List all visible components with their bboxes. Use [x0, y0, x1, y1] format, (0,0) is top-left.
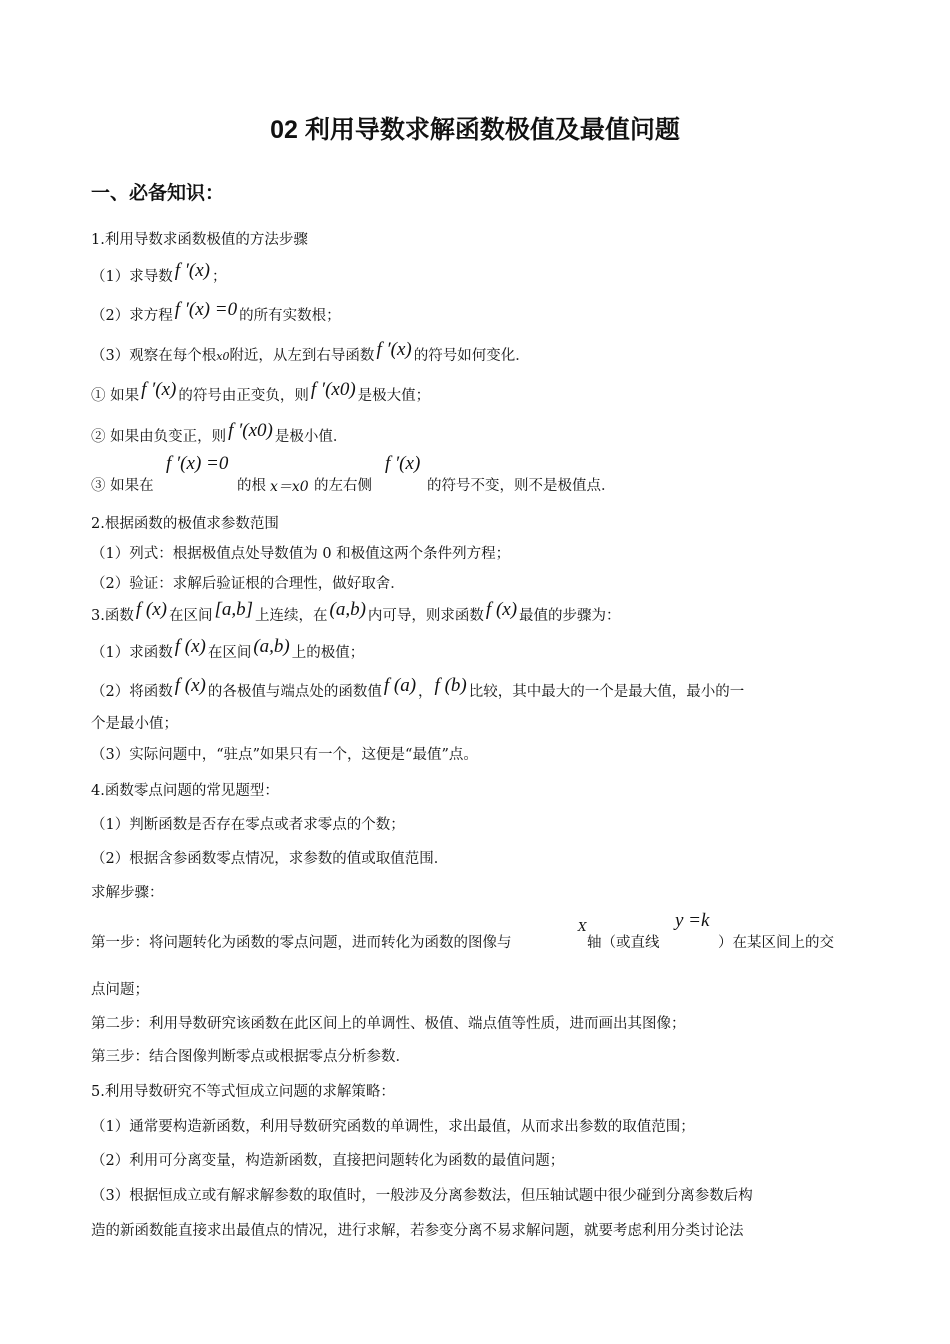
- section-heading-knowledge: 一、必备知识：: [91, 182, 225, 204]
- math-derivative-x0: f ′(x0): [310, 379, 356, 400]
- math-derivative: f ′(x): [376, 339, 412, 360]
- math-derivative: f ′(x): [174, 260, 211, 281]
- item-4-heading: 4.函数零点问题的常见题型：: [91, 783, 279, 799]
- case-1: ① 如果 f ′(x) 的符号由正变负，则 f ′(x0) 是极大值；: [91, 379, 431, 404]
- item-3-step-2: （2）将函数 f (x) 的各极值与端点处的函数值 f (a) ， f (b) 比较，其中最大的一个是最大值，最小的一: [91, 675, 745, 700]
- item-3-step-3: （3）实际问题中，“驻点”如果只有一个，这便是“最值”点。: [91, 747, 478, 763]
- math-derivative: f ′(x): [385, 453, 421, 474]
- item-4-line-1: （1）判断函数是否存在零点或者求零点的个数；: [91, 817, 405, 833]
- item-2-heading: 2.根据函数的极值求参数范围: [91, 516, 279, 532]
- step-1: 第一步：将问题转化为函数的零点问题，进而转化为函数的图像与 X 轴（或直线 y =k ）在某区间上的交: [91, 910, 834, 951]
- step-2: 第二步：利用导数研究该函数在此区间上的单调性、极值、端点值等性质，进而画出其图像；: [91, 1016, 686, 1032]
- item-2-line-2: （2）验证：求解后验证根的合理性，做好取舍．: [91, 576, 405, 592]
- math-derivative: f ′(x): [141, 379, 177, 400]
- math-function: f (x): [174, 675, 206, 696]
- item-3-heading: 3.函数 f (x) 在区间 [a,b] 上连续，在 (a,b) 内可导，则求函数 f (x) 最值的步骤为：: [91, 599, 621, 624]
- math-f-b: f (b): [434, 675, 467, 696]
- math-root-equation: x＝x0: [270, 479, 309, 495]
- math-equation: f ′(x) =0: [174, 299, 238, 320]
- item-1-step-3: （3）观察在每个根x0附近，从左到右导函数 f ′(x) 的符号如何变化．: [91, 339, 530, 364]
- math-open-interval: (a,b): [329, 599, 366, 620]
- item-1-step-2: （2）求方程 f ′(x) =0 的所有实数根；: [91, 299, 341, 324]
- case-2: ② 如果由负变正，则 f ′(x0) 是极小值．: [91, 420, 348, 445]
- item-1-step-1: （1）求导数 f ′(x) ；: [91, 260, 227, 285]
- item-2-line-1: （1）列式：根据极值点处导数值为 0 和极值这两个条件列方程；: [91, 546, 511, 562]
- math-function: f (x): [174, 636, 206, 657]
- math-function: f (x): [485, 599, 518, 620]
- math-function: f (x): [135, 599, 167, 620]
- math-line-y-k: y =k: [675, 910, 710, 931]
- item-5-line-2: （2）利用可分离变量，构造新函数，直接把问题转化为函数的最值问题；: [91, 1153, 565, 1169]
- document-title: 02 利用导数求解函数极值及最值问题: [270, 116, 680, 144]
- math-closed-interval: [a,b]: [214, 599, 254, 620]
- item-4-line-2: （2）根据含参函数零点情况，求参数的值或取值范围．: [91, 851, 449, 867]
- steps-heading: 求解步骤：: [91, 885, 164, 901]
- step-3: 第三步：结合图像判断零点或根据零点分析参数．: [91, 1049, 410, 1065]
- item-3-step-1: （1）求函数 f (x) 在区间 (a,b) 上的极值；: [91, 636, 365, 661]
- math-f-a: f (a): [383, 675, 417, 696]
- item-5-line-3-continued: 造的新函数能直接求出最值点的情况，进行求解，若参变分离不易求解问题，就要考虑利用分类讨论法: [91, 1223, 744, 1239]
- math-x0: x0: [216, 350, 230, 363]
- item-5-heading: 5.利用导数研究不等式恒成立问题的求解策略：: [91, 1084, 395, 1100]
- item-5-line-1: （1）通常要构造新函数，利用导数研究函数的单调性，求出最值，从而求出参数的取值范围；: [91, 1119, 695, 1135]
- math-derivative-x0: f ′(x0): [228, 420, 273, 441]
- math-x-axis: X: [578, 920, 587, 934]
- math-equation: f ′(x) =0: [166, 453, 229, 474]
- item-1-heading: 1.利用导数求函数极值的方法步骤: [91, 232, 308, 248]
- item-5-line-3: （3）根据恒成立或有解求解参数的取值时，一般涉及分离参数法，但压轴试题中很少碰到分离参数后构: [91, 1188, 753, 1204]
- item-3-step-2-continued: 个是最小值；: [91, 716, 178, 732]
- step-1-continued: 点问题；: [91, 982, 149, 998]
- math-open-interval: (a,b): [253, 636, 290, 657]
- case-3: ③ 如果在 f ′(x) =0 的根 x＝x0 的左右侧 f ′(x) 的符号不变，则不是极值点．: [91, 453, 616, 495]
